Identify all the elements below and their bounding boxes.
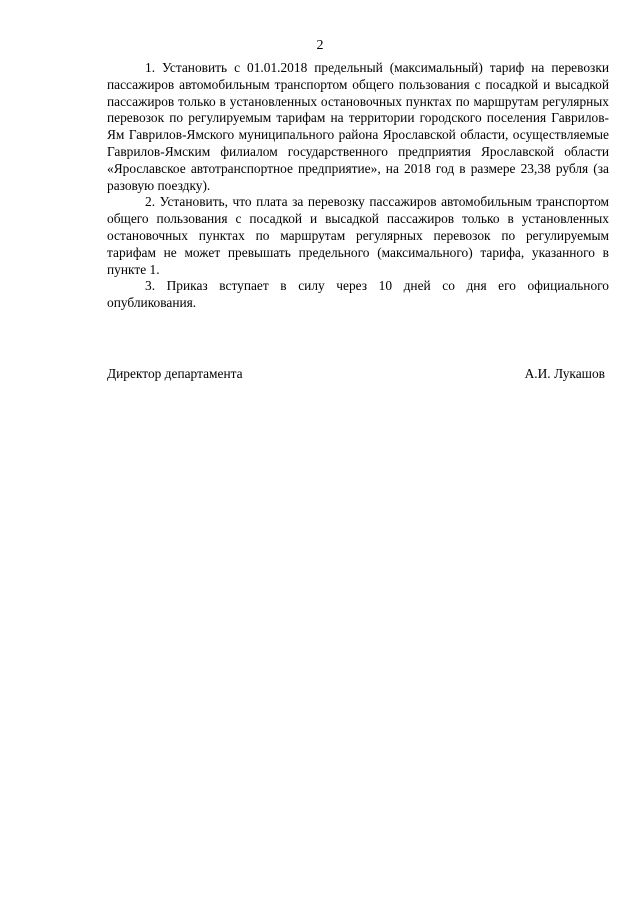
page-number: 2 <box>316 38 324 53</box>
paragraph-3: 3. Приказ вступает в силу через 10 дней со дня его официального опубликования. <box>107 278 609 311</box>
document-body <box>107 60 609 312</box>
signatory-name: А.И. Лукашов <box>524 366 605 381</box>
paragraph-1: 1. Установить с 01.01.2018 предельный (максимальный) тариф на перевозки пассажиров автомобильным транспортом общего пользования с посадкой и высадкой пассажиров только в установленных остановочных пунктах по маршрутам регулярных перевозок по регулируемым тарифам на территории городского поселения Гаврилов-Ям Гаврилов-Ямского муниципального района Ярославской области, осуществляемые Гаврилов-Ямским филиалом государственного предприятия Ярославской области «Ярославское автотранспортное предприятие», на 2018 год в размере 23,38 рубля (за разовую поездку). <box>107 60 609 193</box>
signature-block <box>107 366 605 382</box>
signatory-position: Директор департамента <box>107 366 243 381</box>
paragraph-2: 2. Установить, что плата за перевозку пассажиров автомобильным транспортом общего пользования с посадкой и высадкой пассажиров только в установленных остановочных пунктах по маршрутам регулярных перевозок по регулируемым тарифам не может превышать предельного (максимального) тарифа, указанного в пункте 1. <box>107 194 609 277</box>
